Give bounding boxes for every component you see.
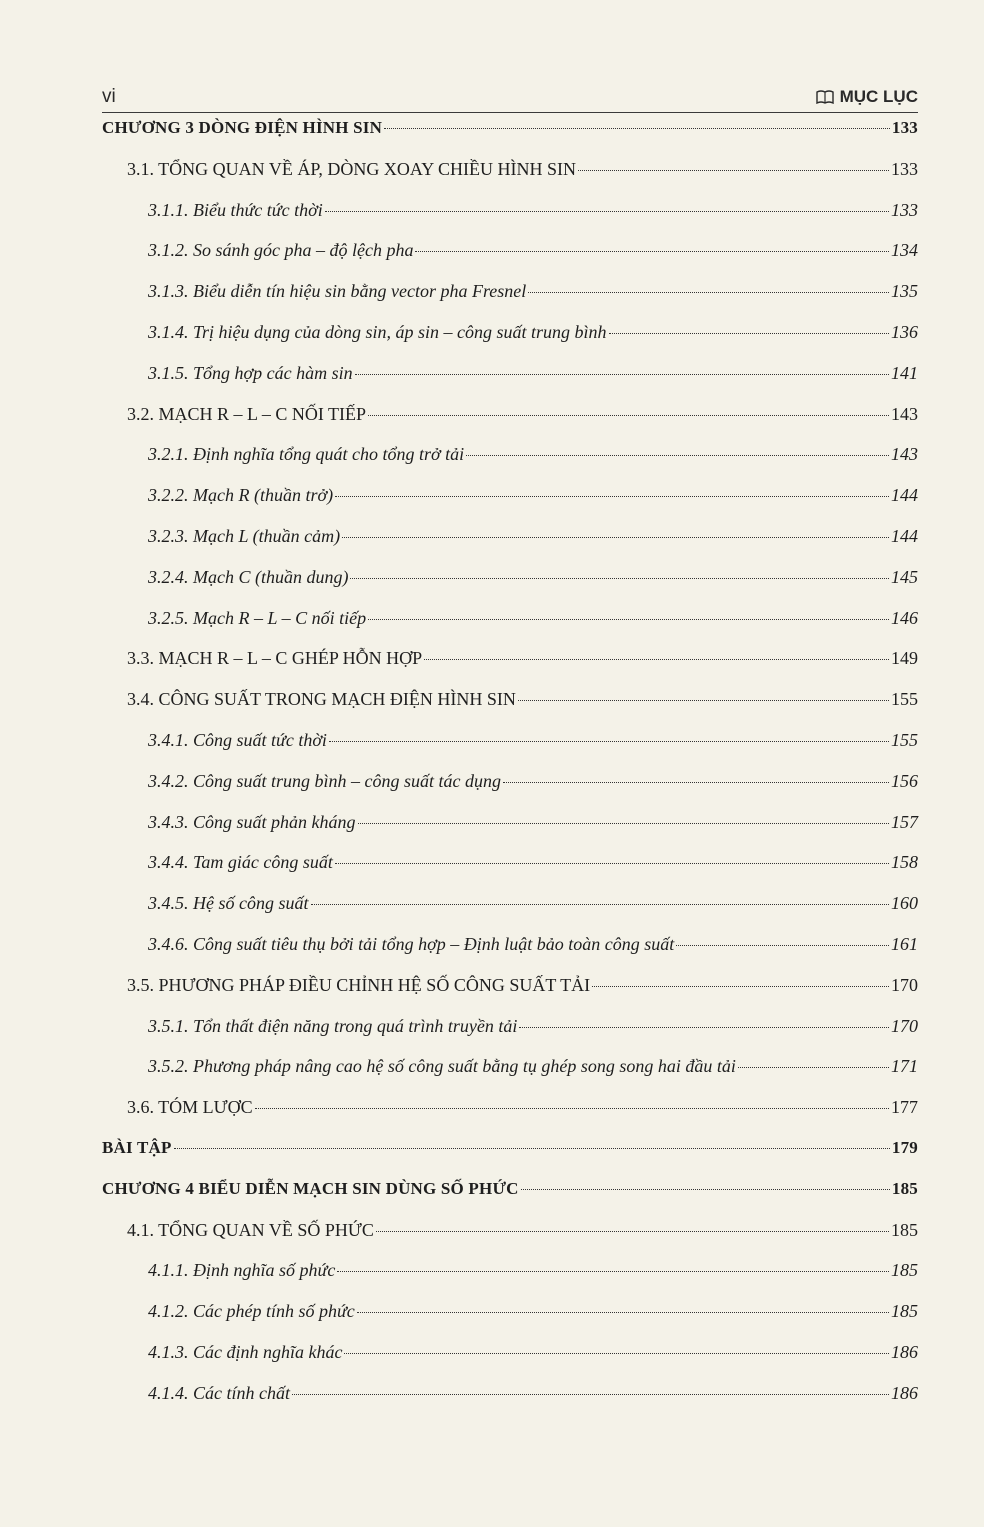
dot-leader: [357, 1312, 889, 1313]
toc-entry-page: 170: [891, 974, 918, 995]
toc-entry-page: 133: [891, 199, 918, 220]
toc-entry[interactable]: [148, 363, 918, 391]
toc-entry-page: 143: [891, 403, 918, 424]
dot-leader: [466, 455, 889, 456]
toc-entry[interactable]: [148, 893, 918, 921]
toc-entry-title: 3.2.5. Mạch R – L – C nối tiếp: [148, 607, 367, 628]
dot-leader: [255, 1108, 889, 1109]
toc-entry[interactable]: [148, 444, 918, 472]
running-title-text: MỤC LỤC: [839, 87, 918, 106]
dot-leader: [358, 823, 889, 824]
toc-entry[interactable]: [148, 1016, 918, 1044]
dot-leader: [376, 1231, 889, 1232]
toc-entry-page: 149: [891, 648, 918, 669]
toc-entry[interactable]: [148, 771, 918, 799]
toc-entry-page: 185: [891, 1260, 918, 1281]
toc-entry[interactable]: [148, 812, 918, 840]
toc-entry[interactable]: [102, 118, 918, 146]
toc-entry[interactable]: [127, 689, 918, 717]
toc-entry-page: 158: [891, 852, 918, 873]
dot-leader: [368, 415, 889, 416]
toc-entry-title: 3.2.3. Mạch L (thuần cảm): [148, 526, 341, 546]
toc-entry-page: 136: [891, 322, 918, 342]
dot-leader: [368, 619, 889, 620]
dot-leader: [738, 1067, 889, 1068]
page-number: vi: [102, 86, 116, 107]
toc-entry-page: 146: [891, 607, 918, 628]
toc-entry-title: 4.1.1. Định nghĩa số phức: [148, 1260, 336, 1281]
toc-entry-title: 3.4.5. Hệ số công suất: [148, 893, 309, 914]
toc-entry-page: 155: [891, 689, 918, 710]
toc-entry-title: BÀI TẬP: [102, 1138, 172, 1157]
toc-entry-title: 4.1.2. Các phép tính số phức: [148, 1301, 355, 1322]
toc-entry[interactable]: [127, 404, 918, 432]
toc-entry-page: 133: [891, 158, 918, 179]
toc-entry-page: 133: [891, 118, 918, 137]
toc-entry-title: 3.1. TỔNG QUAN VỀ ÁP, DÒNG XOAY CHIỀU HÌNH SIN: [127, 158, 577, 179]
toc-entry-title: 3.1.1. Biểu thức tức thời: [148, 199, 323, 220]
dot-leader: [528, 292, 889, 293]
toc-entry[interactable]: [148, 934, 918, 962]
toc-entry-title: 3.2.1. Định nghĩa tổng quát cho tổng trở tải: [148, 444, 465, 465]
toc-entry[interactable]: [127, 1097, 918, 1125]
toc-entry[interactable]: [148, 240, 918, 268]
toc-entry-page: 170: [891, 1015, 918, 1036]
toc-entry[interactable]: [148, 608, 918, 636]
dot-leader: [676, 945, 889, 946]
dot-leader: [342, 537, 889, 538]
toc-entry[interactable]: [148, 200, 918, 228]
dot-leader: [592, 986, 889, 987]
toc-entry[interactable]: [102, 1179, 918, 1207]
toc-entry[interactable]: [148, 526, 918, 554]
toc-entry-title: 3.4.3. Công suất phản kháng: [148, 811, 356, 832]
toc-entry[interactable]: [148, 1383, 918, 1411]
toc-entry[interactable]: [148, 1342, 918, 1370]
dot-leader: [174, 1148, 890, 1149]
toc-entry[interactable]: [148, 1301, 918, 1329]
toc-entry[interactable]: [148, 1056, 918, 1084]
dot-leader: [350, 578, 889, 579]
toc-entry-title: 3.1.3. Biểu diễn tín hiệu sin bằng vector pha Fresnel: [148, 281, 527, 302]
toc-entry-title: 3.6. TÓM LƯỢC: [127, 1097, 253, 1118]
toc-entry-page: 160: [891, 893, 918, 914]
toc-entry-page: 179: [891, 1138, 918, 1157]
toc-entry[interactable]: [148, 852, 918, 880]
toc-entry-title: 3.4.2. Công suất trung bình – công suất tác dụng: [148, 770, 502, 791]
toc-entry[interactable]: [148, 1260, 918, 1288]
toc-entry-page: 185: [891, 1301, 918, 1322]
toc-entry-page: 144: [891, 526, 918, 546]
toc-entry-page: 185: [891, 1219, 918, 1240]
toc-entry-page: 171: [891, 1056, 918, 1077]
toc-entry[interactable]: [148, 730, 918, 758]
dot-leader: [415, 251, 889, 252]
dot-leader: [355, 374, 889, 375]
dot-leader: [337, 1271, 889, 1272]
toc-entry-title: 4.1. TỔNG QUAN VỀ SỐ PHỨC: [127, 1219, 374, 1240]
toc-entry-title: 3.2.4. Mạch C (thuần dung): [148, 566, 349, 587]
toc-entry-title: 3.4. CÔNG SUẤT TRONG MẠCH ĐIỆN HÌNH SIN: [127, 689, 516, 710]
dot-leader: [325, 211, 889, 212]
running-title: [816, 87, 918, 107]
toc-entry-page: 186: [891, 1382, 918, 1403]
toc-entry-page: 143: [891, 444, 918, 465]
dot-leader: [518, 700, 889, 701]
dot-leader: [344, 1353, 889, 1354]
toc-entry-title: 3.2. MẠCH R – L – C NỐI TIẾP: [127, 403, 367, 424]
toc-entry-title: 3.4.4. Tam giác công suất: [148, 852, 333, 873]
toc-entry-page: 135: [891, 281, 918, 302]
toc-entry-title: 3.5.1. Tổn thất điện năng trong quá trình truyền tải: [148, 1015, 518, 1036]
toc-entry-page: 156: [891, 770, 918, 791]
toc-entry[interactable]: [148, 281, 918, 309]
toc-entry-page: 141: [891, 362, 918, 383]
toc-entry-title: 4.1.3. Các định nghĩa khác: [148, 1342, 343, 1362]
dot-leader: [292, 1394, 889, 1395]
toc-entry[interactable]: [127, 975, 918, 1003]
toc-entry[interactable]: [127, 648, 918, 676]
toc-entry-page: 145: [891, 566, 918, 587]
toc-entry-title: 4.1.4. Các tính chất: [148, 1382, 290, 1403]
book-icon: [816, 90, 834, 104]
toc-entry-title: 3.5.2. Phương pháp nâng cao hệ số công suất bằng tụ ghép song song hai đầu tải: [148, 1056, 736, 1077]
toc-entry-page: 144: [891, 485, 918, 506]
toc-entry[interactable]: [127, 1220, 918, 1248]
dot-leader: [519, 1027, 889, 1028]
toc-entry-page: 185: [891, 1178, 918, 1198]
toc-entry-title: CHƯƠNG 4 BIỂU DIỄN MẠCH SIN DÙNG SỐ PHỨC: [102, 1178, 519, 1198]
toc-entry-page: 161: [891, 934, 918, 954]
toc-entry-page: 155: [891, 730, 918, 750]
toc-entry[interactable]: [148, 485, 918, 513]
toc-entry-title: 3.4.6. Công suất tiêu thụ bởi tải tổng hợp – Định luật bảo toàn công suất: [148, 934, 675, 954]
dot-leader: [384, 128, 890, 129]
toc-entry-title: 3.4.1. Công suất tức thời: [148, 730, 327, 750]
toc-entry-title: 3.5. PHƯƠNG PHÁP ĐIỀU CHỈNH HỆ SỐ CÔNG SUẤT TẢI: [127, 974, 591, 995]
toc-entry-page: 157: [891, 811, 918, 832]
toc-entry[interactable]: [102, 1138, 918, 1166]
toc-entry[interactable]: [127, 159, 918, 187]
dot-leader: [609, 333, 889, 334]
toc-entry-title: 3.2.2. Mạch R (thuần trở): [148, 485, 334, 506]
dot-leader: [503, 782, 889, 783]
toc-entry-title: CHƯƠNG 3 DÒNG ĐIỆN HÌNH SIN: [102, 118, 383, 137]
dot-leader: [521, 1189, 890, 1190]
toc-entry-title: 3.1.5. Tổng hợp các hàm sin: [148, 362, 353, 383]
dot-leader: [424, 659, 889, 660]
dot-leader: [335, 863, 889, 864]
toc-entry-page: 186: [891, 1342, 918, 1362]
dot-leader: [311, 904, 890, 905]
toc-entry-title: 3.3. MẠCH R – L – C GHÉP HỖN HỢP: [127, 648, 423, 669]
toc-entry[interactable]: [148, 322, 918, 350]
toc-entry[interactable]: [148, 567, 918, 595]
toc-entry-title: 3.1.4. Trị hiệu dụng của dòng sin, áp sin – công suất trung bình: [148, 322, 607, 342]
dot-leader: [335, 496, 889, 497]
toc-entry-page: 177: [891, 1097, 918, 1118]
toc-entry-page: 134: [891, 240, 918, 261]
page-header: [102, 82, 918, 113]
dot-leader: [329, 741, 889, 742]
dot-leader: [578, 170, 889, 171]
toc-entry-title: 3.1.2. So sánh góc pha – độ lệch pha: [148, 240, 414, 261]
